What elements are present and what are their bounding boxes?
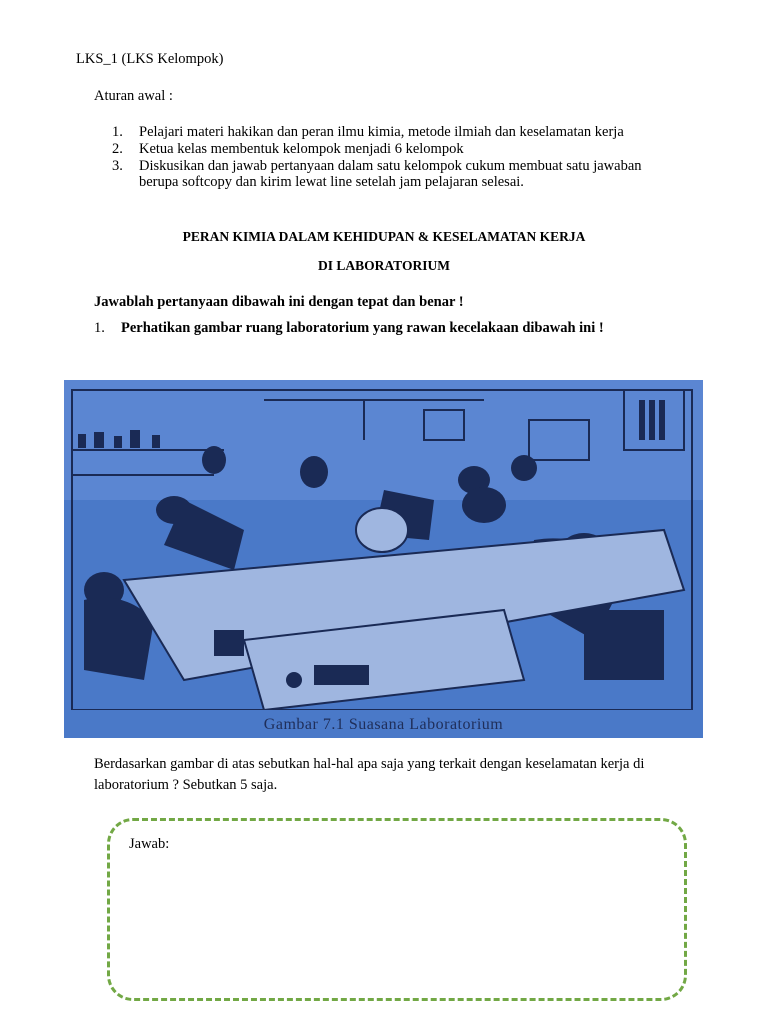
question-text: Perhatikan gambar ruang laboratorium yang rawan kecelakaan dibawah ini !: [121, 320, 604, 336]
rule-text: Diskusikan dan jawab pertanyaan dalam satu kelompok cukum membuat satu jawaban berupa softcopy dan kirim lewat line setelah jam pelajaran selesai.: [139, 157, 642, 191]
rule-number: 1.: [112, 124, 123, 140]
section-title: PERAN KIMIA DALAM KEHIDUPAN & KESELAMATAN KERJA: [182, 229, 586, 244]
rules-list: [112, 124, 672, 191]
laboratory-scene-drawing: [64, 380, 703, 738]
rules-title: Aturan awal :: [94, 88, 173, 104]
rule-item: [112, 124, 672, 141]
figure-caption: Gambar 7.1 Suasana Laboratorium: [263, 716, 504, 733]
question-prompt: Berdasarkan gambar di atas sebutkan hal-hal apa saja yang terkait dengan keselamatan kerja di laboratorium ? Sebutkan 5 saja.: [94, 756, 645, 793]
question-number: 1.: [94, 320, 105, 336]
rule-number: 3.: [112, 157, 123, 174]
rule-item: [112, 158, 672, 192]
instruction-text: Jawablah pertanyaan dibawah ini dengan tepat dan benar !: [94, 294, 464, 310]
answer-label: Jawab:: [129, 836, 170, 852]
laboratory-illustration: [64, 380, 703, 738]
answer-box[interactable]: [107, 818, 687, 1001]
rule-number: 2.: [112, 140, 123, 157]
rule-text: Ketua kelas membentuk kelompok menjadi 6 kelompok: [139, 140, 464, 157]
rule-item: [112, 141, 672, 158]
section-subtitle: DI LABORATORIUM: [318, 258, 450, 273]
document-header: LKS_1 (LKS Kelompok): [76, 51, 224, 67]
rule-text: Pelajari materi hakikan dan peran ilmu kimia, metode ilmiah dan keselamatan kerja: [139, 124, 624, 140]
